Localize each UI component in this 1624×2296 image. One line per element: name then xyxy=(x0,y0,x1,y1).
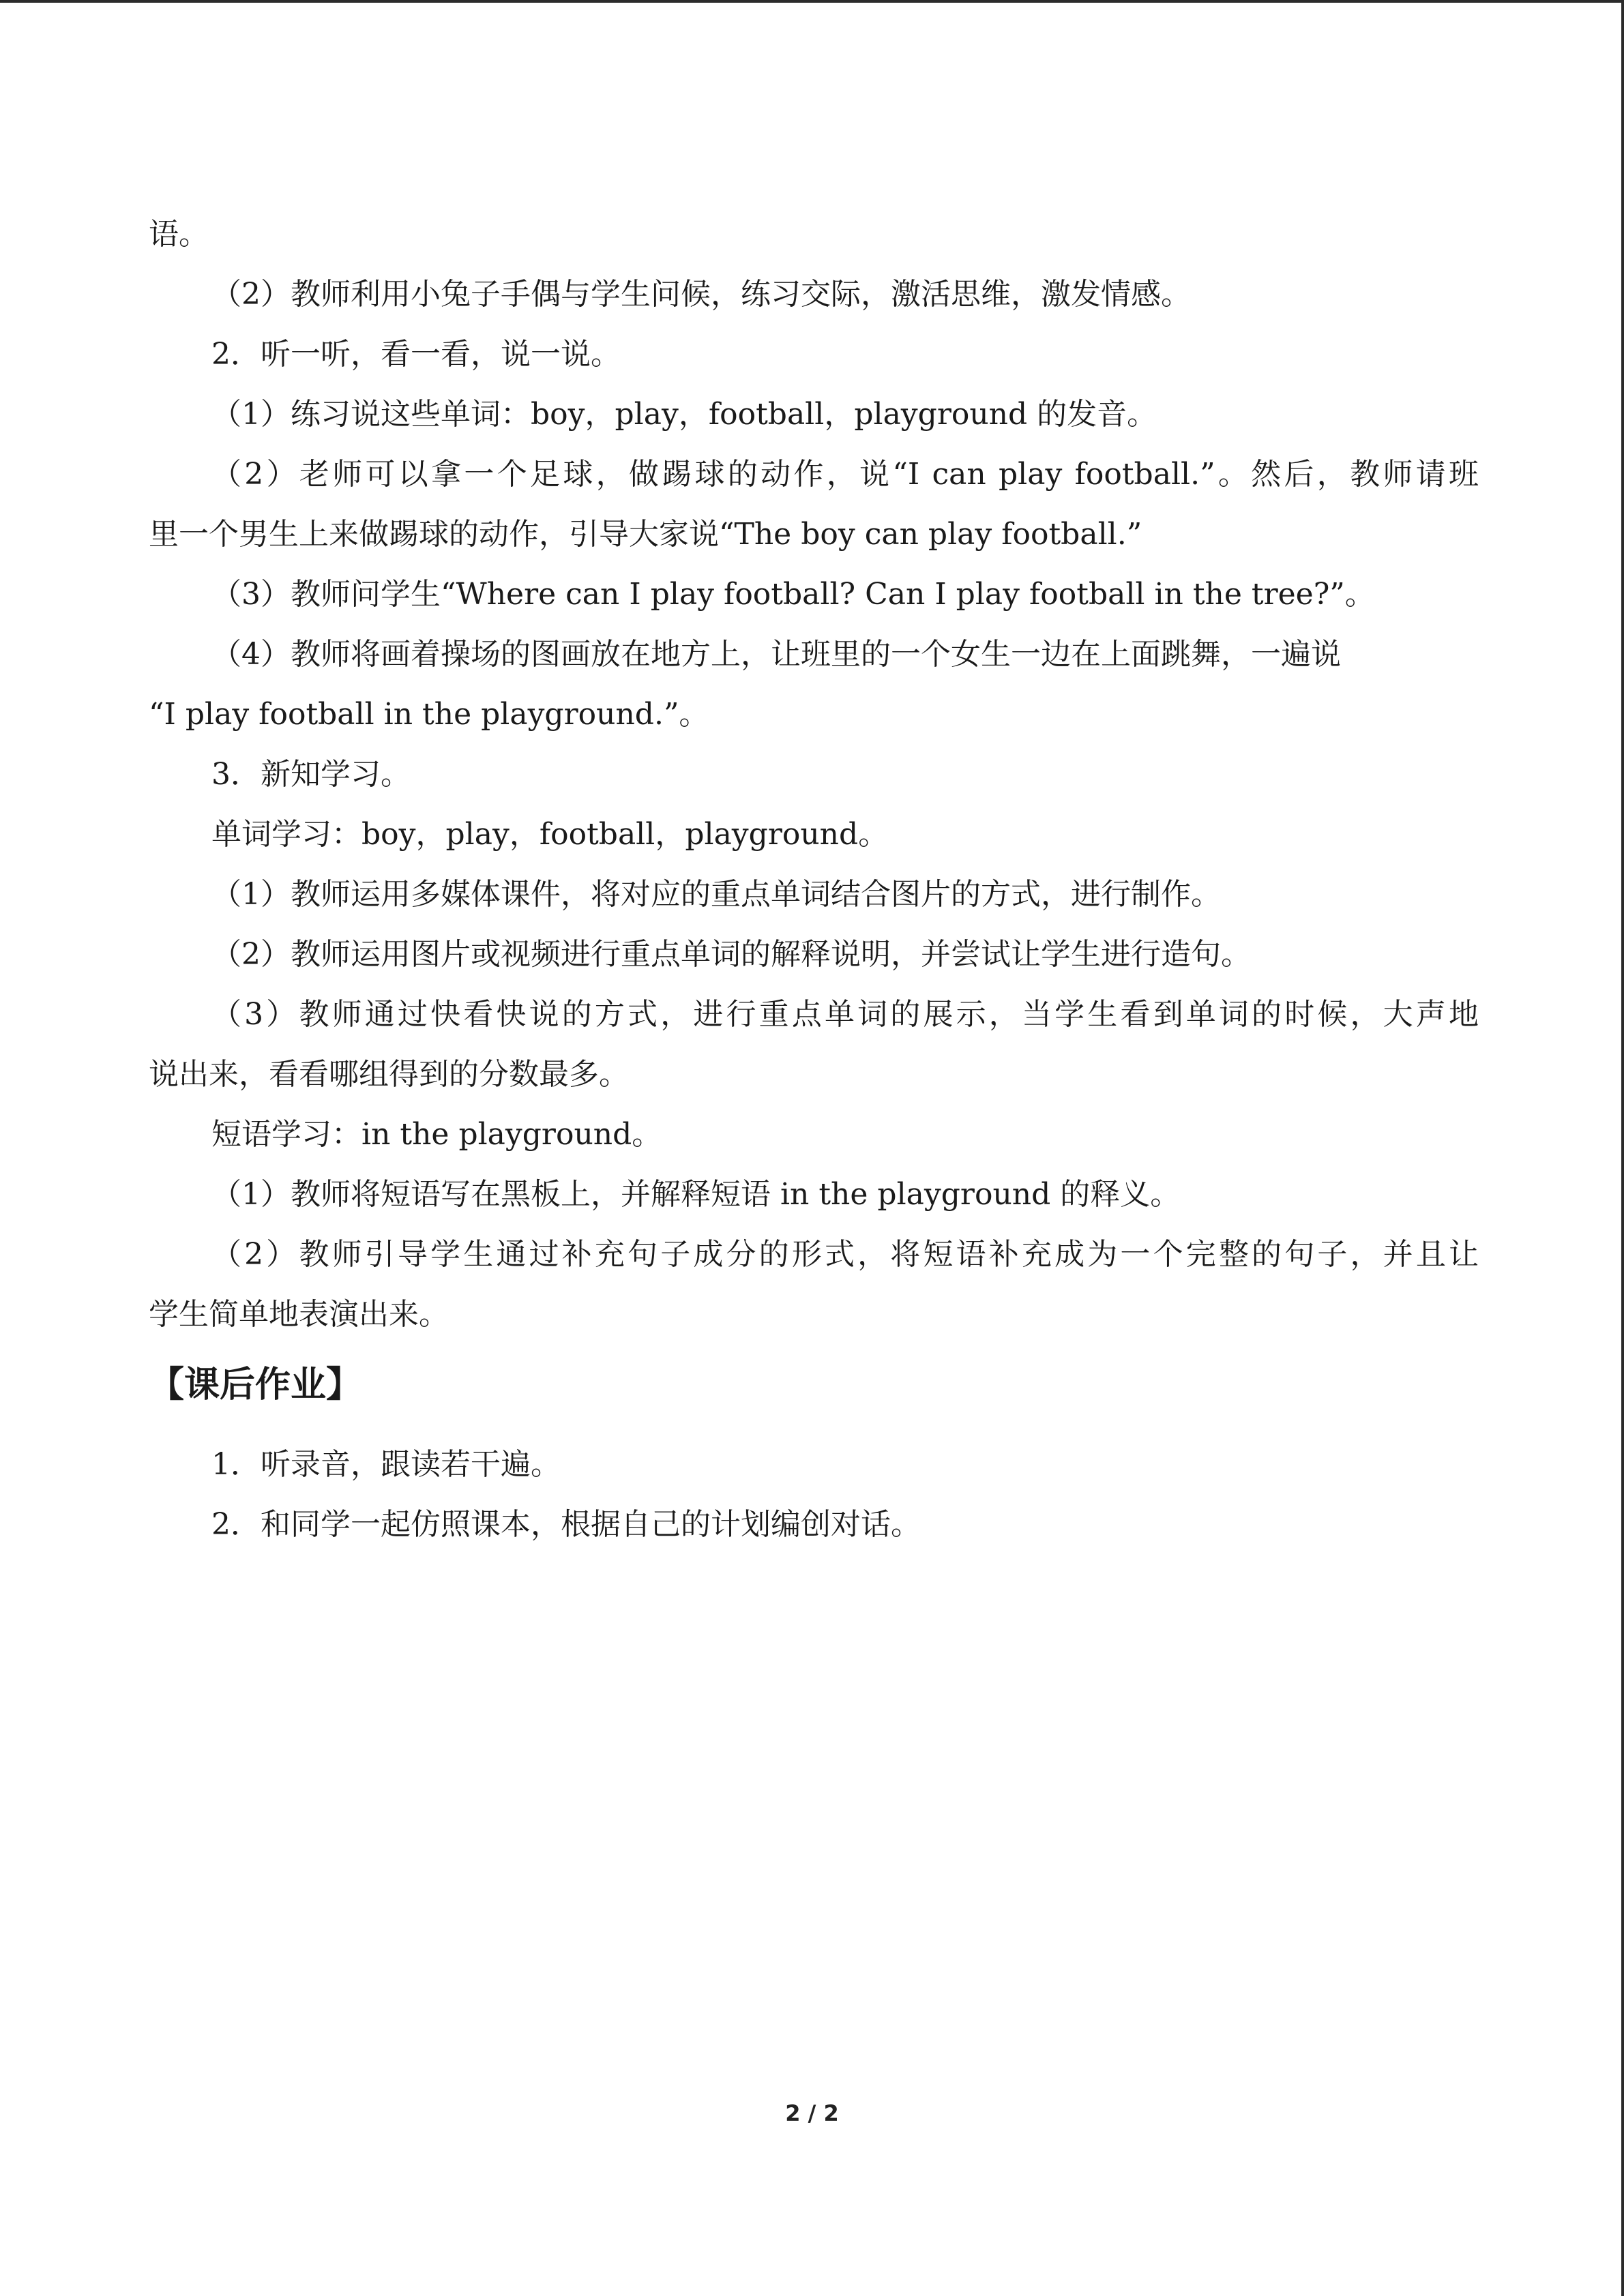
page-border-top xyxy=(0,0,1624,3)
body-line-18: （2）教师引导学生通过补充句子成分的形式，将短语补充成为一个完整的句子，并且让 xyxy=(211,1237,1479,1272)
body-line-5: （2）老师可以拿一个足球，做踢球的动作，说“I can play football.”。然后，教师请班 xyxy=(211,457,1479,492)
section-heading-new-knowledge: 3．新知学习。 xyxy=(211,757,411,792)
body-line-8: （4）教师将画着操场的图画放在地方上，让班里的一个女生一边在上面跳舞，一遍说 xyxy=(211,637,1341,672)
section-heading-listen: 2．听一听，看一看，说一说。 xyxy=(211,337,621,372)
body-line-6: 里一个男生上来做踢球的动作，引导大家说“The boy can play football.” xyxy=(149,517,1142,552)
homework-item-2: 2．和同学一起仿照课本，根据自己的计划编创对话。 xyxy=(211,1507,921,1542)
homework-item-1: 1．听录音，跟读若干遍。 xyxy=(211,1447,561,1482)
body-line-7: （3）教师问学生“Where can I play football? Can I play football in the tree?”。 xyxy=(211,577,1375,612)
homework-heading: 【课后作业】 xyxy=(149,1365,362,1405)
body-line-1: 语。 xyxy=(149,217,209,252)
body-line-15: 说出来，看看哪组得到的分数最多。 xyxy=(149,1057,629,1092)
body-line-14: （3）教师通过快看快说的方式，进行重点单词的展示，当学生看到单词的时候，大声地 xyxy=(211,997,1479,1032)
body-line-9: “I play football in the playground.”。 xyxy=(149,697,709,732)
body-line-19: 学生简单地表演出来。 xyxy=(149,1297,449,1332)
page-border-right xyxy=(1621,0,1624,2296)
body-line-2: （2）教师利用小兔子手偶与学生问候，练习交际，激活思维，激发情感。 xyxy=(211,277,1191,312)
body-line-13: （2）教师运用图片或视频进行重点单词的解释说明，并尝试让学生进行造句。 xyxy=(211,937,1251,972)
page-number: 2 / 2 xyxy=(785,2100,839,2126)
body-line-12: （1）教师运用多媒体课件，将对应的重点单词结合图片的方式，进行制作。 xyxy=(211,877,1221,912)
phrase-study-label: 短语学习：in the playground。 xyxy=(211,1117,662,1152)
heading-spacer xyxy=(149,1422,1479,1435)
document-body xyxy=(149,205,1479,1555)
body-line-4: （1）练习说这些单词：boy，play，football，playground 的发音。 xyxy=(211,397,1157,432)
word-study-label: 单词学习：boy，play，football，playground。 xyxy=(211,817,889,852)
body-line-17: （1）教师将短语写在黑板上，并解释短语 in the playground 的释义。 xyxy=(211,1177,1181,1212)
